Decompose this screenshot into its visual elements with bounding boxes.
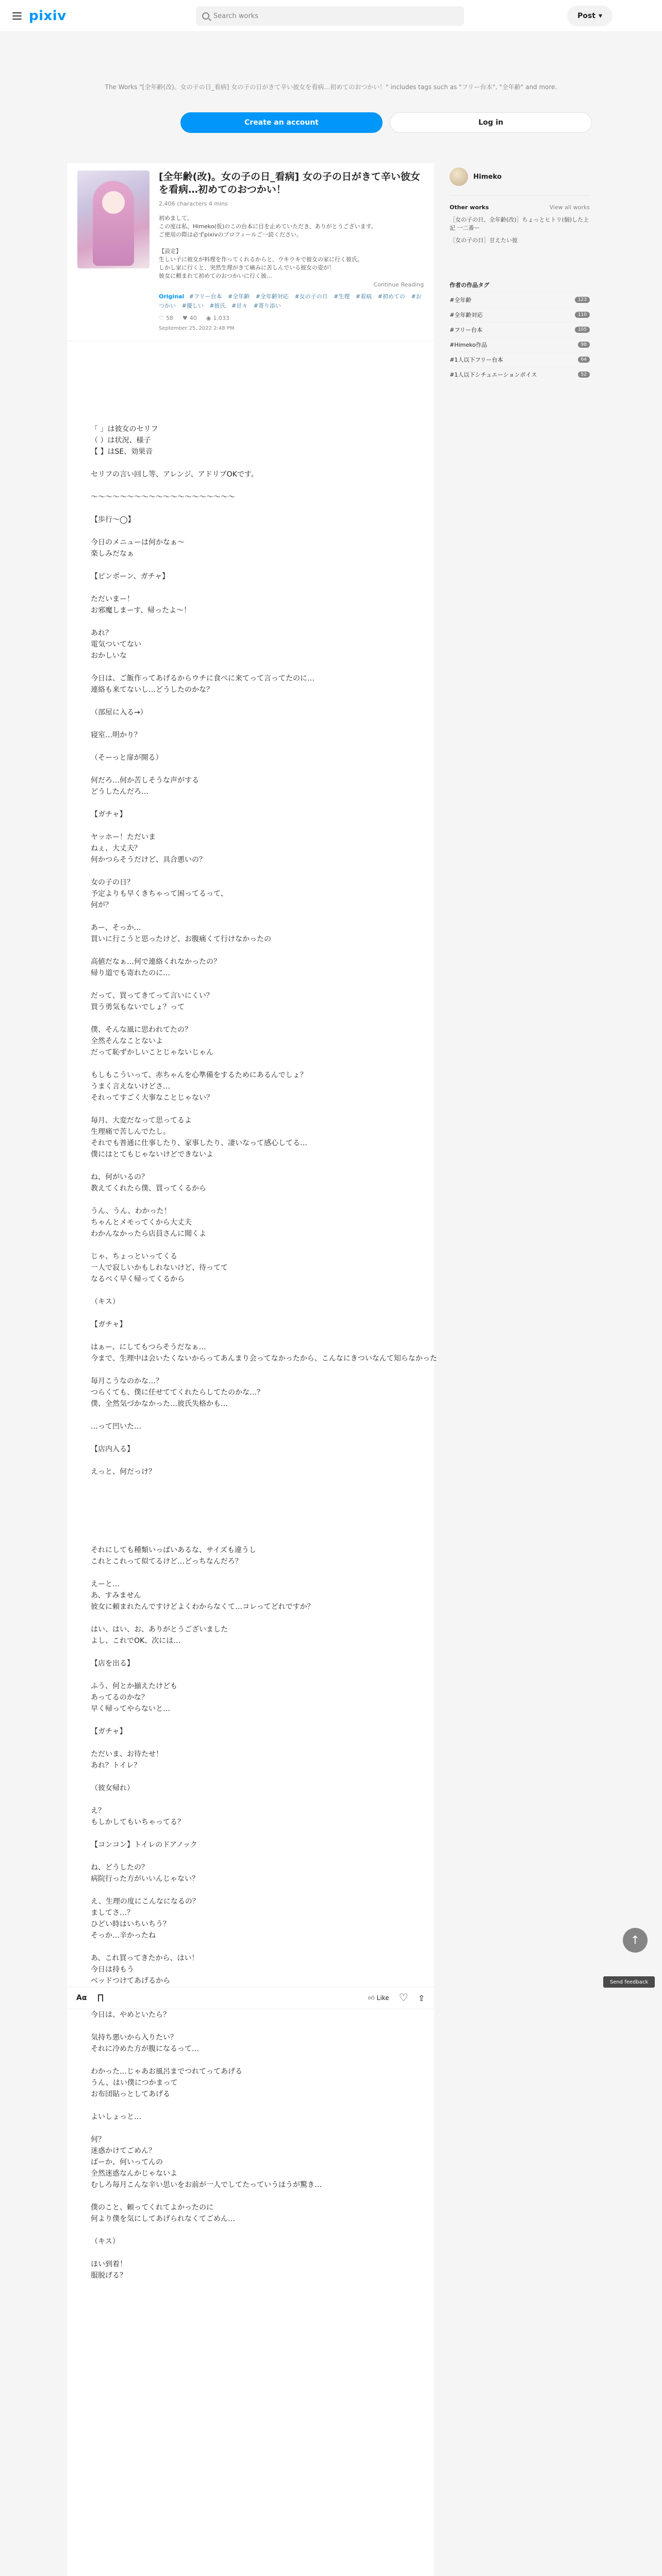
novel-line: むしろ毎月こんな辛い思いをお前が一人でしてたっていうほうが驚き… <box>91 2181 322 2189</box>
novel-line: あってるのかな？ <box>91 1693 148 1702</box>
novel-line: 買う勇気もないでしょ？って <box>91 1003 185 1011</box>
novel-line <box>91 457 410 469</box>
top-header <box>0 0 662 32</box>
heart-icon: ♥ <box>182 315 188 321</box>
novel-line: はぁー、にしてもつらそうだなぁ… <box>91 1343 206 1351</box>
novel-line: あ、すみません <box>91 1591 141 1600</box>
novel-line: 全然そんなことないよ <box>91 1037 163 1045</box>
work-header <box>67 163 434 341</box>
novel-line: 【店を出る】 <box>91 1659 134 1668</box>
novel-line: ベッドつけてあげるから <box>91 1977 170 1985</box>
novel-line: 【ガチャ】 <box>91 810 127 819</box>
novel-line: 【歩行〜◯】 <box>91 516 135 524</box>
novel-line <box>91 526 410 537</box>
novel-line: 生理痛で苦しんでたし。 <box>91 1128 170 1136</box>
tag[interactable]: #甘々 <box>231 302 248 309</box>
tag[interactable]: #おつかい <box>159 293 422 309</box>
novel-line: 寝室…明かり？ <box>91 731 141 739</box>
novel-line: これとこれって似てるけど…どっちなんだろ？ <box>91 1557 242 1566</box>
novel-line: 連絡も来てないし…どうしたのかな？ <box>91 686 213 694</box>
tag-list <box>159 292 424 311</box>
novel-line <box>91 1194 410 1206</box>
novel-line: ねぇ、大丈夫？ <box>91 844 141 853</box>
novel-line: 「 」は彼女のセリフ <box>91 425 158 433</box>
caption-line: 彼女に頼まれて初めてのおつかいに行く彼... <box>159 273 272 279</box>
reading-toolbar <box>67 1987 434 2009</box>
work-stats <box>159 315 424 321</box>
novel-line: よし、これでOK、次には… <box>91 1637 181 1645</box>
view-all-link[interactable]: View all works <box>549 204 590 211</box>
novel-line <box>91 1715 410 1726</box>
novel-line: よいしょっと… <box>91 2113 141 2121</box>
novel-line: え、生理の度にこんなになるの？ <box>91 1897 200 1906</box>
novel-line: うまく言えないけどさ… <box>91 1082 170 1091</box>
novel-line: ほい到着！ <box>91 2260 127 2268</box>
novel-line <box>91 1330 410 1342</box>
novel-line: 今日は持もう <box>91 1965 134 1974</box>
novel-line: お邪魔しまーす、帰ったよ〜！ <box>91 606 191 615</box>
tag[interactable]: #生理 <box>334 293 350 300</box>
novel-line: それにしても種類いっぱいあるな、サイズも違うし <box>91 1546 256 1554</box>
author-tags-title: 作者の作品タグ <box>450 282 489 289</box>
novel-line <box>91 1489 410 1500</box>
continue-reading-link[interactable]: Continue Reading <box>373 281 424 288</box>
tag[interactable]: #初めての <box>377 293 405 300</box>
novel-line: 何より僕を気にしてあげられなくてごめん… <box>91 2215 235 2223</box>
post-date: September 25, 2022 2:48 PM <box>159 326 235 331</box>
novel-line <box>91 1828 410 1839</box>
novel-line: うん、はい僕につかまって <box>91 2079 178 2087</box>
other-work-item[interactable]: ［女の子の日］甘えたい彼 <box>450 237 518 244</box>
author-tag-row[interactable] <box>450 367 590 382</box>
novel-line: 毎月こうなのかな…？ <box>91 1377 163 1385</box>
caption-line: 初めまして。 <box>159 215 193 222</box>
novel-line: 毎月、大変だなって思ってるよ <box>91 1116 192 1125</box>
novel-line: 僕、全然気づかなかった…彼氏失格かも… <box>91 1400 228 1408</box>
novel-line: あ、これ買ってきたから、はい！ <box>91 1954 199 1962</box>
novel-line: うん、うん、わかった！ <box>91 1207 171 1215</box>
other-works-section <box>450 201 590 247</box>
novel-line <box>91 1885 410 1896</box>
novel-line <box>91 1160 410 1172</box>
novel-line: なるべく早く帰ってくるから <box>91 1275 185 1283</box>
novel-line <box>91 718 410 730</box>
novel-line: 【店内入る】 <box>91 1445 134 1453</box>
novel-line <box>91 1941 410 1953</box>
novel-line <box>91 798 410 809</box>
novel-line <box>91 1058 410 1070</box>
novel-line: ただいまー！ <box>91 595 134 603</box>
novel-line: わかんなかったら店員さんに聞くよ <box>91 1230 206 1238</box>
work-title: [全年齢(改)。女の子の日_看病] 女の子の日がきて辛い彼女を看病…初めてのおつかい！ <box>159 171 420 195</box>
menu-icon[interactable] <box>12 12 22 20</box>
novel-line: ヤッホー！ただいま <box>91 833 156 841</box>
novel-line <box>91 945 410 956</box>
caption <box>159 214 424 280</box>
novel-line: （部屋に入る→） <box>91 708 147 717</box>
novel-line: 何？ <box>91 2136 105 2144</box>
author-tag-name: #フリー台本 <box>450 327 483 333</box>
scroll-top-button[interactable] <box>623 1928 648 1953</box>
novel-line <box>91 1104 410 1115</box>
search-icon <box>202 12 209 20</box>
novel-line: お布団貼っとしてあげる <box>91 2090 170 2098</box>
tag[interactable]: #フリー台本 <box>189 293 222 300</box>
novel-line: えーと… <box>91 1580 120 1588</box>
novel-line <box>91 2100 410 2111</box>
author-tag-name: #Himeko作品 <box>450 342 487 348</box>
create-account-button[interactable]: Create an account <box>180 112 383 133</box>
bookmarks-stat <box>183 315 197 321</box>
novel-line <box>91 1669 410 1681</box>
novel-line: それに冷めた方が腹になるって… <box>91 2045 199 2053</box>
author-tag-count: 123 <box>575 297 590 303</box>
novel-line <box>91 1647 410 1658</box>
novel-line <box>91 741 410 752</box>
author-tag-count: 110 <box>575 312 590 318</box>
novel-line: 〜〜〜〜〜〜〜〜〜〜〜〜〜〜〜〜〜〜〜〜 <box>91 493 235 501</box>
bookmarks-count: 40 <box>189 315 197 321</box>
caption-line <box>159 239 424 247</box>
novel-line: 【ピンポーン、ガチャ】 <box>91 572 170 581</box>
novel-line: はい、はい、お、ありがとうございました <box>91 1625 228 1634</box>
pixiv-logo[interactable]: pixiv <box>29 8 67 24</box>
novel-line: 何だろ…何か苦しそうな声がする <box>91 776 199 785</box>
novel-line <box>91 1567 410 1579</box>
like-button[interactable] <box>368 1994 389 2002</box>
novel-line: 今日は、やめといたら？ <box>91 2011 170 2019</box>
novel-line <box>91 2247 410 2259</box>
novel-line: 楽しみだなぁ <box>91 550 134 558</box>
novel-line: 僕、そんな風に思われてたの？ <box>91 1026 192 1034</box>
font-settings-button[interactable]: Aα <box>76 1994 87 2002</box>
author-tag-row[interactable] <box>450 307 590 322</box>
author-tag-count: 52 <box>578 371 590 378</box>
novel-line: もしもこういって、赤ちゃんを心準備をするためにあるんでしょ？ <box>91 1071 307 1079</box>
post-button[interactable] <box>567 6 613 26</box>
novel-line: 電気ついてない <box>91 640 141 649</box>
novel-line <box>91 1240 410 1251</box>
author-tag-row[interactable] <box>450 352 590 367</box>
novel-line: ね、どうしたの？ <box>91 1863 148 1872</box>
novel-line: 高値だなぁ…何で連絡くれなかったの？ <box>91 958 221 966</box>
novel-line: ひどい時はいちいちう？ <box>91 1920 170 1928</box>
novel-body <box>67 341 437 1500</box>
author-block[interactable] <box>450 163 590 196</box>
novel-line: ただいま、お待たせ！ <box>91 1750 163 1758</box>
novel-line: 全然迷惑なんかじゃないよ <box>91 2170 177 2178</box>
novel-line <box>91 1851 410 1862</box>
author-tag-count: 64 <box>578 357 590 363</box>
eye-icon: ◉ <box>206 315 211 321</box>
novel-line: ちゃんとメモってくから大丈夫 <box>91 1218 192 1227</box>
novel-line <box>91 2055 410 2066</box>
novel-line: 今日のメニューは何かなぁ〜 <box>91 538 185 547</box>
novel-line <box>91 1455 410 1466</box>
novel-line <box>91 1410 410 1421</box>
novel-line: そっか…辛かったね <box>91 1931 156 1940</box>
tag[interactable]: #全年齢対応 <box>255 293 289 300</box>
novel-line <box>91 2021 410 2032</box>
novel-line: 早く帰ってやらないと… <box>91 1705 170 1713</box>
novel-line: 何が？ <box>91 901 112 909</box>
novel-line: 【コンコン】トイレのドアノック <box>91 1841 197 1849</box>
novel-line: 気持ち悪いから入りたい？ <box>91 2033 177 2042</box>
novel-line: 【 】はSE、効果音 <box>91 448 153 456</box>
novel-line: 今まで、生理中は会いたくないからってあんまり会ってなかったから、こんなにきついなんて知らなかった <box>91 1354 437 1363</box>
other-works-title: Other works <box>450 204 489 211</box>
novel-line: 何かつらそうだけど、具合悪いの？ <box>91 856 206 864</box>
novel-line <box>91 820 410 832</box>
novel-line: 服脱げる？ <box>91 2272 127 2280</box>
caption-line: 生しい子に彼女が料理を作ってくれるからと、ウキウキで彼女の家に行く彼氏。 <box>159 256 363 263</box>
author-tag-row[interactable] <box>450 322 590 337</box>
tag[interactable]: #女の子の日 <box>294 293 328 300</box>
novel-line <box>91 480 410 492</box>
novel-line: それってすごく大事なことじゃない？ <box>91 1094 213 1102</box>
novel-line: え？ <box>91 1807 105 1815</box>
novel-line <box>91 1478 410 1489</box>
login-button[interactable]: Log in <box>390 112 592 133</box>
novel-line: だって、買ってきてって言いにくい？ <box>91 992 213 1000</box>
novel-body-continued <box>67 1500 434 2281</box>
share-icon[interactable]: ⇪ <box>418 1993 425 2003</box>
tag[interactable]: #優しい <box>181 302 204 309</box>
novel-line <box>91 1794 410 1805</box>
post-label: Post <box>577 12 595 20</box>
novel-line: 一人で寂しいかもしれないけど、待ってて <box>91 1264 228 1272</box>
caption-line: 【設定】 <box>159 248 181 255</box>
cover-image[interactable] <box>77 171 150 268</box>
novel-line <box>91 764 410 775</box>
novel-line: 迷惑かけてごめん？ <box>91 2147 156 2155</box>
tag[interactable]: #寄り添い <box>253 302 281 309</box>
novel-line: わかった…じゃあお風呂までつれてってあげる <box>91 2067 242 2076</box>
novel-line: ばーか、何いってんの <box>91 2158 163 2166</box>
tag[interactable]: #彼氏 <box>209 302 226 309</box>
novel-line: 今日は、ご飯作ってあげるからウチに食べに来てって言ってたのに… <box>91 674 315 683</box>
novel-line <box>91 503 410 514</box>
novel-main <box>67 163 437 2576</box>
novel-line: 女の子の日？ <box>91 878 134 887</box>
novel-line: つらくても、僕に任せててくれたらしてたのかな…？ <box>91 1388 264 1397</box>
novel-line <box>91 1285 410 1296</box>
avatar[interactable] <box>450 167 468 186</box>
novel-line: ね、何がいるの？ <box>91 1173 148 1181</box>
novel-line <box>91 1771 410 1783</box>
novel-line: セリフの言い回し等、アレンジ、アドリブOKです。 <box>91 470 258 479</box>
novel-line <box>91 979 410 990</box>
novel-line <box>91 2225 410 2236</box>
search-placeholder: Search works <box>213 12 259 20</box>
other-work-item[interactable]: ［女の子の日、全年齢(改)］ちょっとヒトリ(個)した上記 一二番ー <box>450 216 589 231</box>
novel-line: どうしたんだろ… <box>91 788 148 796</box>
novel-line: ふう、何とか揃えたけども <box>91 1682 177 1690</box>
search-input[interactable] <box>196 6 464 26</box>
novel-line: 予定よりも早くきちゃって困ってるって、 <box>91 890 228 898</box>
novel-line <box>91 616 410 628</box>
novel-line <box>91 582 410 594</box>
likes-stat <box>159 315 173 321</box>
novel-line <box>91 1308 410 1319</box>
author-tag-count: 98 <box>578 342 590 348</box>
novel-line: 病院行った方がいいんじゃない？ <box>91 1875 199 1883</box>
novel-line: …って凹いた… <box>91 1422 141 1431</box>
novel-line <box>91 560 410 571</box>
novel-line: じゃ、ちょっといってくる <box>91 1252 177 1261</box>
original-badge: Original <box>159 293 185 300</box>
banner-text: The Works "[全年齢(改)。女の子の日_看病] 女の子の日がきて辛い彼女を看病…初めてのおつかい！" includes tags such as "フリー台本", "全年齢" and more. <box>105 83 557 91</box>
banner-actions <box>180 112 592 133</box>
novel-line <box>91 2123 410 2134</box>
novel-line: 僕にはとてもじゃないけどできないよ <box>91 1150 213 1159</box>
author-name[interactable]: Himeko <box>473 173 502 181</box>
novel-line <box>91 1737 410 1749</box>
novel-line <box>91 1432 410 1444</box>
novel-line: （彼女帰れ） <box>91 1784 134 1792</box>
novel-line: あれ？ <box>91 629 112 637</box>
novel-line: おかしいな <box>91 652 127 660</box>
arrow-up-icon: ↑ <box>630 1934 640 1947</box>
views-stat <box>206 315 229 321</box>
novel-line <box>91 1613 410 1624</box>
like-label: Like <box>376 1994 389 2002</box>
author-tag-name: #全年齢対応 <box>450 312 483 318</box>
novel-line: もしかしてもいちゃってる？ <box>91 1818 185 1826</box>
author-tags-section <box>450 278 590 382</box>
author-tag-row[interactable] <box>450 337 590 352</box>
page-layout <box>0 143 662 2576</box>
tag[interactable]: #看病 <box>355 293 372 300</box>
author-tag-name: #1人以下フリー台本 <box>450 357 503 363</box>
novel-line: （ ）は状況、様子 <box>91 436 151 445</box>
novel-line <box>91 1364 410 1376</box>
novel-line: 教えてくれたら僕、買ってくるから <box>91 1184 206 1193</box>
novel-line: 僕のこと、頼ってくれてよかったのに <box>91 2204 213 2212</box>
chevron-down-icon: ▾ <box>598 12 602 20</box>
novel-line: 買いに行こうと思ったけど、お腹痛くて行けなかったの <box>91 935 271 943</box>
novel-line <box>91 662 410 673</box>
author-tag-name: #全年齢 <box>450 297 472 303</box>
novel-line: 【ガチャ】 <box>91 1320 127 1329</box>
author-tag-name: #1人以下シチュエーションボイス <box>450 371 537 378</box>
novel-line: （キス） <box>91 1298 120 1306</box>
feedback-button[interactable]: Send feedback <box>603 1976 655 1988</box>
heart-icon[interactable] <box>400 1994 408 2002</box>
novel-line <box>91 696 410 707</box>
views-count: 1,033 <box>213 315 229 321</box>
novel-line: 彼女に頼まれたんですけどよくわからなくて…コレってどれですか？ <box>91 1603 315 1611</box>
novel-line: えっと、何だっけ？ <box>91 1468 156 1476</box>
caption-line: しかし家に行くと、突然生理がきて痛みに苦しんでいる彼女の姿が！ <box>159 264 335 271</box>
sidebar <box>450 163 590 382</box>
novel-line <box>91 866 410 877</box>
tag[interactable]: #全年齢 <box>228 293 250 300</box>
novel-line: あー、そっか… <box>91 924 141 932</box>
novel-line: だって恥ずかしいことじゃないじゃん <box>91 1048 213 1057</box>
novel-line <box>91 2191 410 2202</box>
novel-line <box>91 911 410 922</box>
novel-line: （キス） <box>91 2238 120 2246</box>
novel-line: それでも普通に仕事したり、家事したり、凄いなって感心してる… <box>91 1139 307 1147</box>
like-icon: ♡ <box>159 315 164 321</box>
likes-count: 58 <box>166 315 173 321</box>
bookmark-icon[interactable] <box>98 1994 103 2002</box>
author-tag-count: 105 <box>575 327 590 333</box>
work-meta: 2,406 characters 4 mins <box>159 200 228 207</box>
author-tag-row[interactable] <box>450 292 590 307</box>
caption-line: この度は私、Himeko(仮)のこの台本に目を止めていただき、ありがとうございます。 <box>159 223 377 230</box>
novel-line <box>91 1013 410 1024</box>
novel-line: （そーっと扉が開る） <box>91 754 163 762</box>
novel-line: ましてさ…？ <box>91 1909 134 1917</box>
novel-line: 帰り道でも寄れたのに… <box>91 969 170 977</box>
novel-line: 【ガチャ】 <box>91 1727 127 1736</box>
like-icon: 👍︎ <box>368 1994 375 2002</box>
caption-line: ご使用の際は必ずpixivのプロフィールご一読ください。 <box>159 231 303 238</box>
novel-line: あれ？トイレ？ <box>91 1761 141 1770</box>
